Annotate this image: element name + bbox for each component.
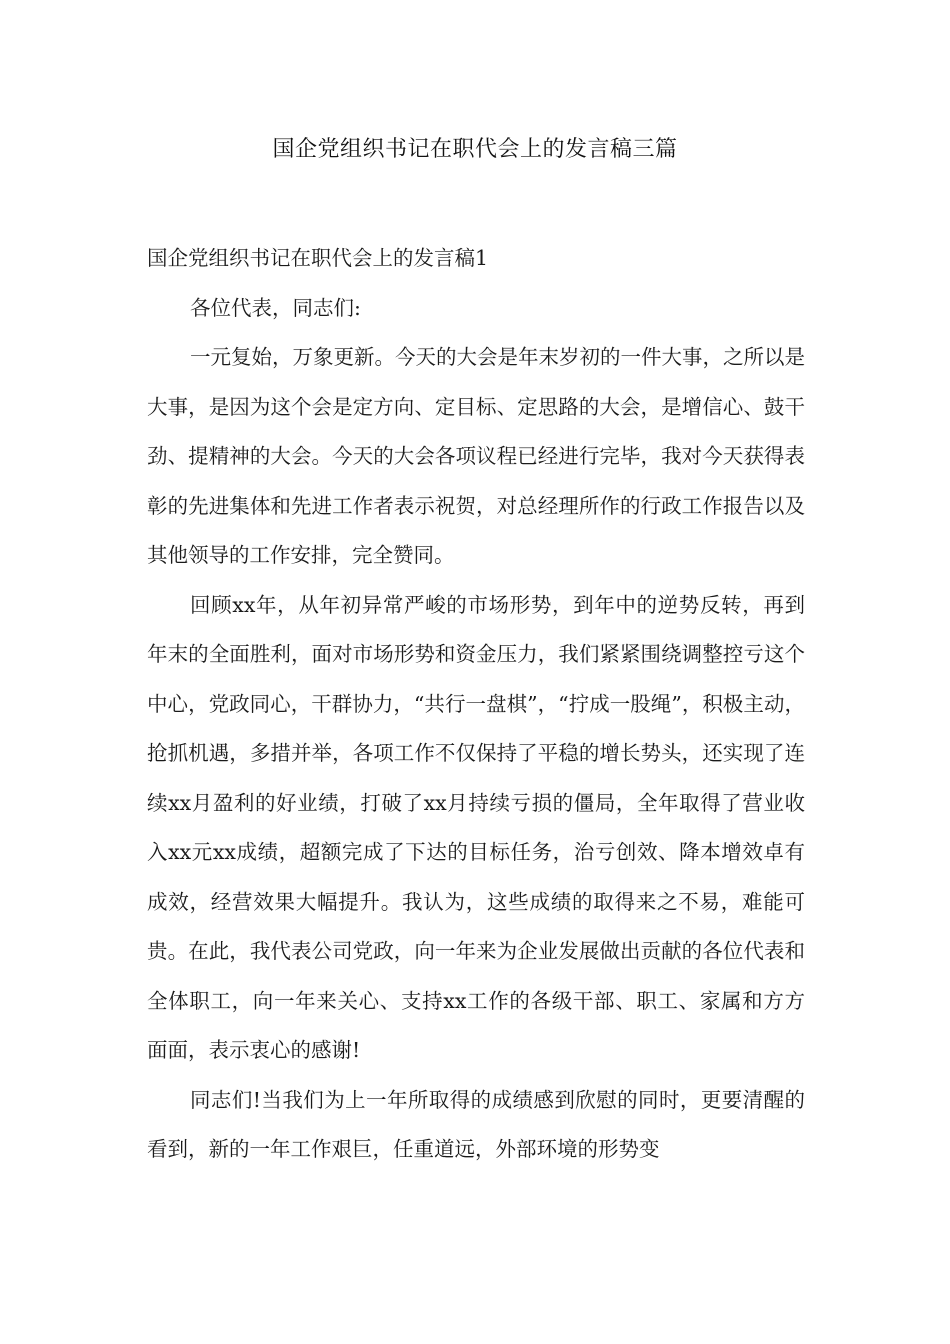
salutation: 各位代表，同志们: [190,295,361,320]
document-body [147,234,805,1175]
paragraph-3: 同志们!当我们为上一年所取得的成绩感到欣慰的同时，更要清醒的看到，新的一年工作艰巨，任重道远，外部环境的形势变 [147,1087,805,1161]
section-heading: 国企党组织书记在职代会上的发言稿1 [147,246,489,270]
document-title: 国企党组织书记在职代会上的发言稿三篇 [272,137,678,162]
paragraph-1: 一元复始，万象更新。今天的大会是年末岁初的一件大事，之所以是大事，是因为这个会是定方向、定目标、定思路的大会，是增信心、鼓干劲、提精神的大会。今天的大会各项议程已经进行完毕，我对今天获得表彰的先进集体和先进工作者表示祝贺，对总经理所作的行政工作报告以及其他领导的工作安排，完全赞同。 [147,345,805,567]
paragraph-2: 回顾xx年，从年初异常严峻的市场形势，到年中的逆势反转，再到年末的全面胜利，面对市场形势和资金压力，我们紧紧围绕调整控亏这个中心，党政同心，干群协力，“共行一盘棋”，“拧成一股绳”，积极主动，抢抓机遇，多措并举，各项工作不仅保持了平稳的增长势头，还实现了连续xx月盈利的好业绩，打破了xx月持续亏损的僵局，全年取得了营业收入xx元xx成绩，超额完成了下达的目标任务，治亏创效、降本增效卓有成效，经营效果大幅提升。我认为，这些成绩的取得来之不易，难能可贵。在此，我代表公司党政，向一年来为企业发展做出贡献的各位代表和全体职工，向一年来关心、支持xx工作的各级干部、职工、家属和方方面面，表示衷心的感谢! [147,592,805,1062]
